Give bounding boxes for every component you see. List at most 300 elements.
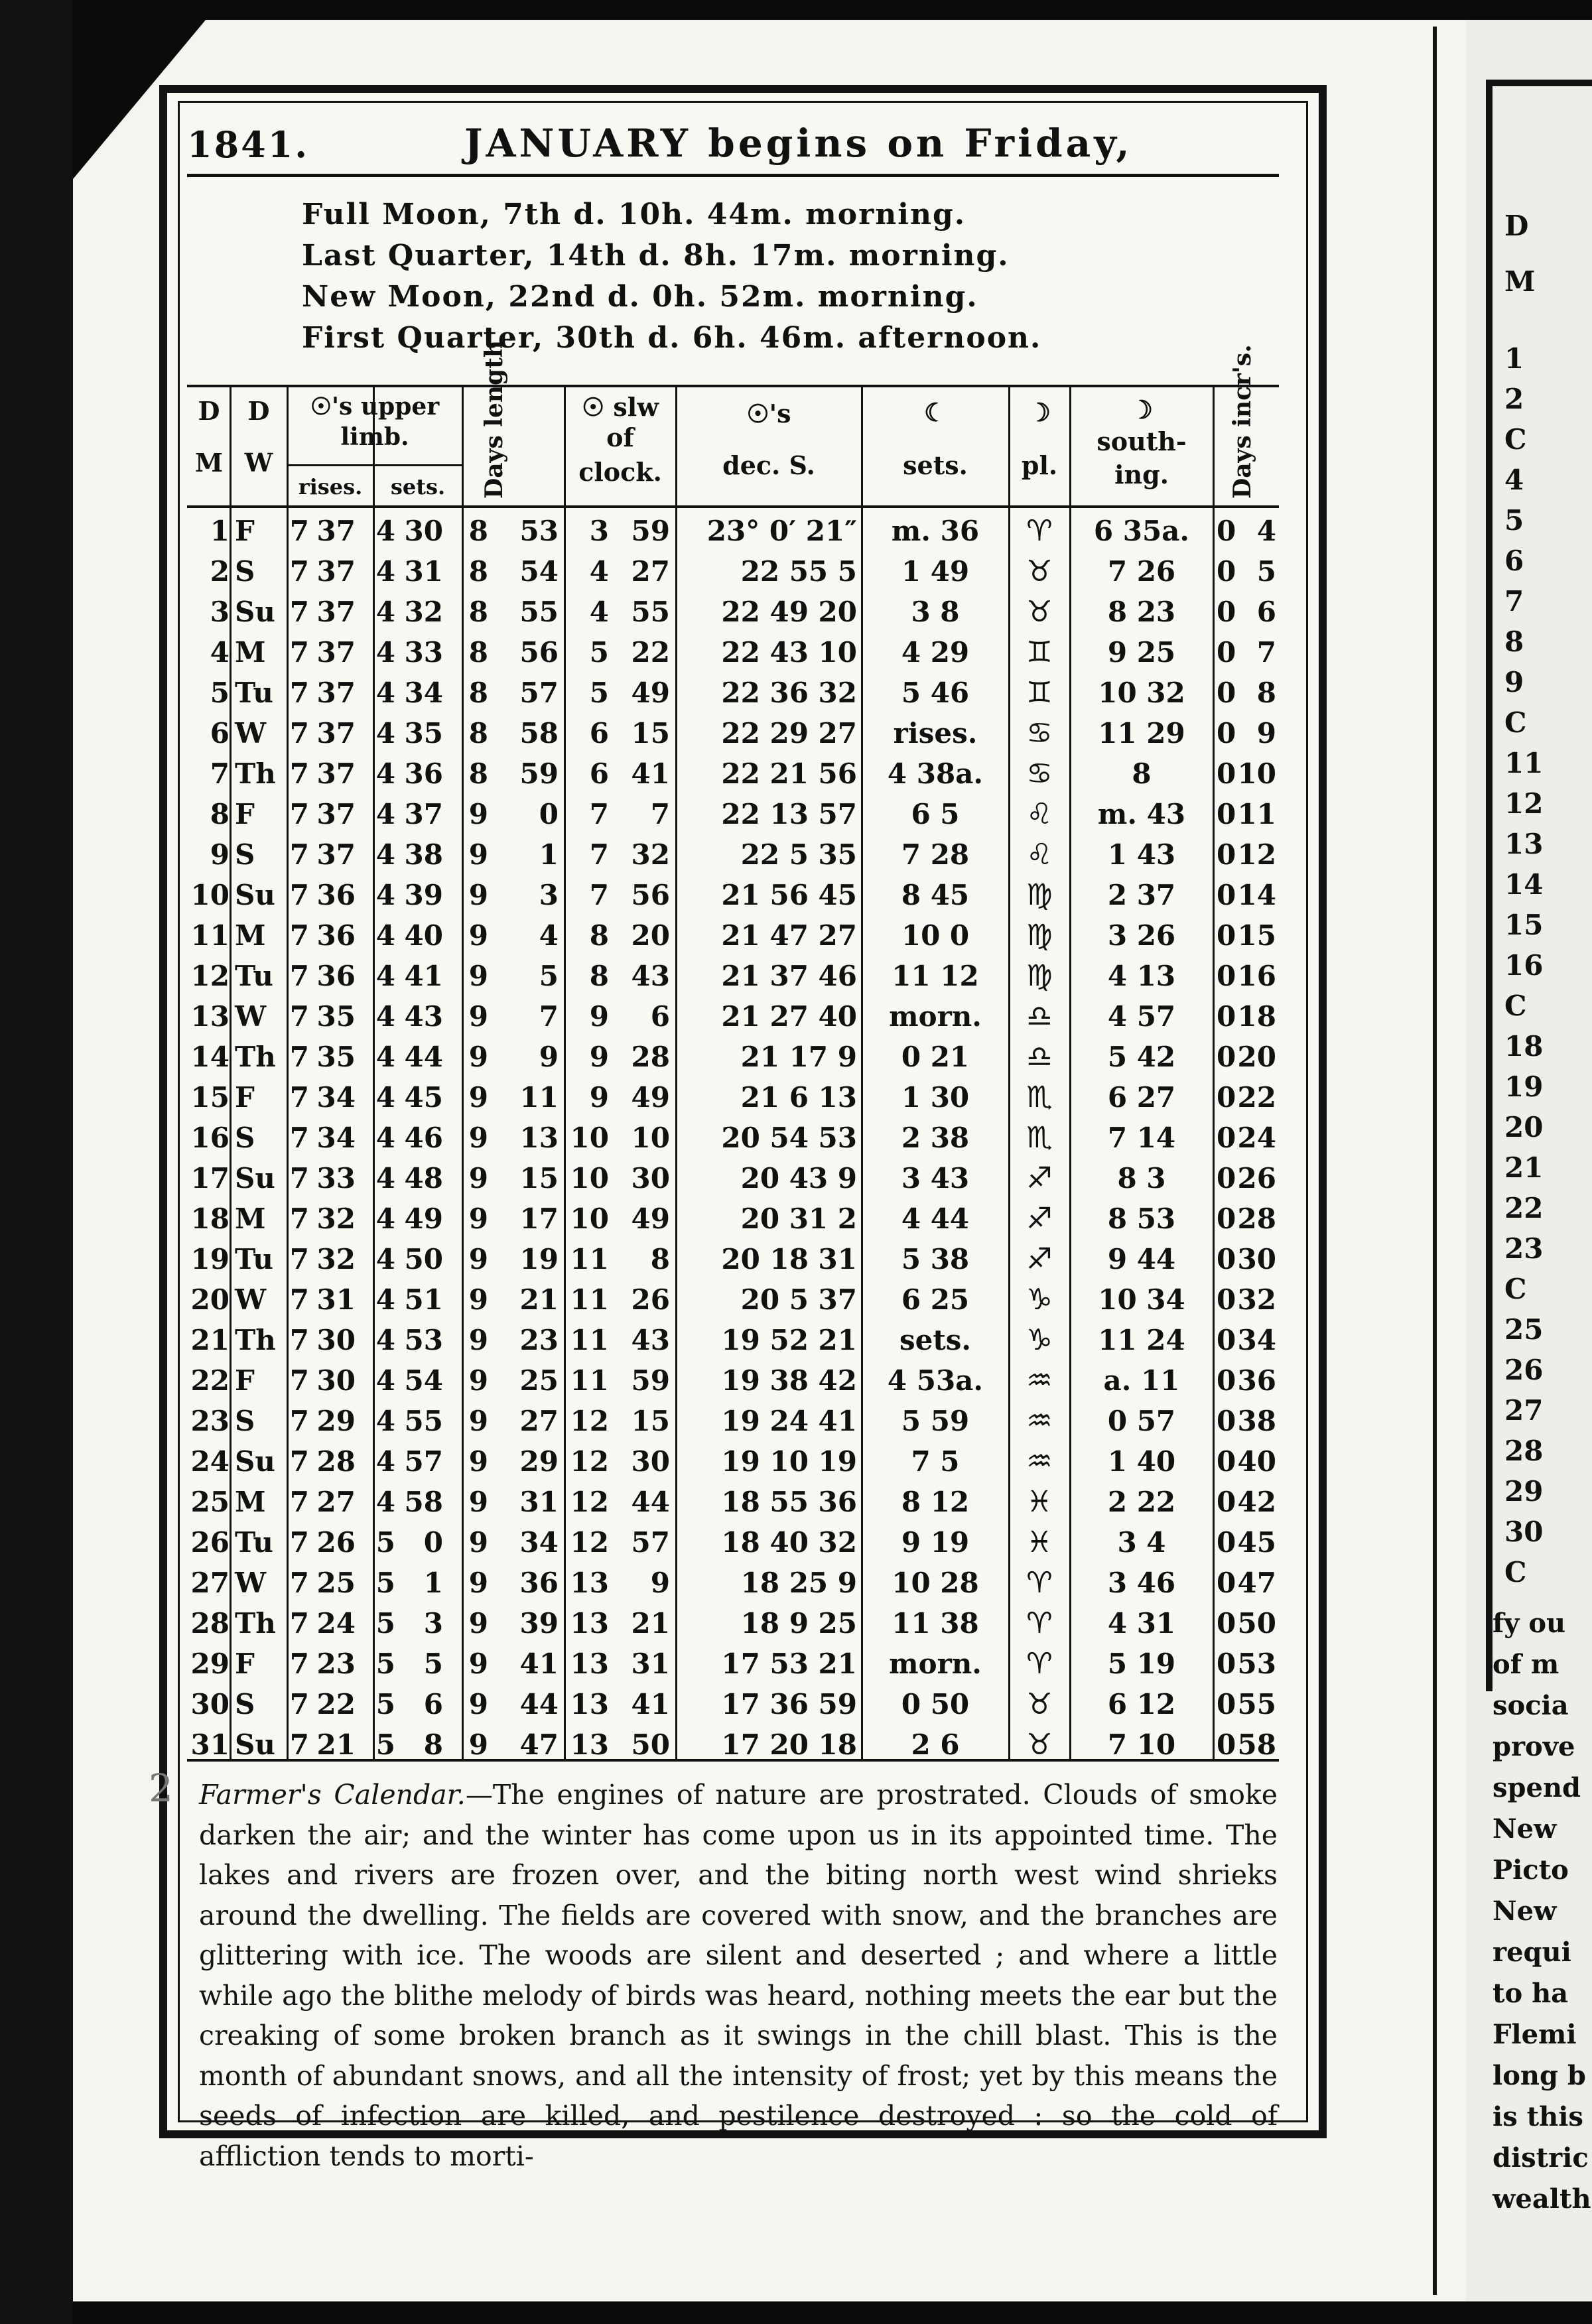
cell-ih: 0: [1217, 1122, 1236, 1154]
cell-lh: 8: [468, 757, 488, 790]
cell-rm: 36: [316, 919, 356, 952]
facing-day-number: 28: [1504, 1435, 1544, 1467]
col-rises: rises.: [298, 474, 363, 499]
cell-lm: 1: [539, 838, 559, 871]
cell-dm: 10: [190, 879, 230, 911]
cell-sm: 38: [404, 838, 443, 871]
cell-rm: 23: [316, 1647, 356, 1680]
cell-sm: 32: [404, 596, 443, 628]
limb-subrule: [288, 464, 462, 466]
cell-sm: 34: [404, 677, 443, 709]
cell-south: 2 37: [1107, 879, 1176, 911]
cell-sm: 40: [404, 919, 443, 952]
cell-lm: 19: [519, 1243, 559, 1275]
cell-slw2: 8: [650, 1243, 670, 1275]
cell-slw2: 20: [631, 919, 670, 952]
table-row: [0, 996, 1592, 1037]
cell-dm: 29: [190, 1647, 230, 1680]
cell-dec: 22 13 57: [721, 798, 857, 830]
farmers-calendar: [199, 1775, 1278, 2176]
facing-day-number: 27: [1504, 1394, 1544, 1427]
cell-lh: 9: [468, 1607, 488, 1640]
cell-rh: 7: [289, 717, 309, 749]
cell-dm: 19: [190, 1243, 230, 1275]
facing-day-number: 2: [1504, 383, 1524, 415]
col-slow-clock-2: of: [606, 422, 634, 452]
cell-lm: 15: [519, 1162, 559, 1194]
col-days-incr: Days incr's.: [1228, 344, 1256, 499]
facing-day-number: 25: [1504, 1313, 1544, 1346]
cell-sh: 4: [375, 717, 395, 749]
cell-slw1: 3: [589, 515, 609, 547]
facing-day-number: 11: [1504, 747, 1544, 779]
cell-lm: 54: [519, 555, 559, 588]
facing-text-line: is this: [1492, 2101, 1583, 2132]
table-row: [0, 1158, 1592, 1198]
cell-rh: 7: [289, 798, 309, 830]
cell-sh: 4: [375, 596, 395, 628]
cell-msets: 7 28: [901, 838, 970, 871]
cell-dm: 5: [210, 677, 230, 709]
cell-slw1: 5: [589, 677, 609, 709]
table-row: [0, 713, 1592, 753]
table-row: [0, 794, 1592, 834]
table-row: [0, 1118, 1592, 1158]
cell-rh: 7: [289, 1567, 309, 1599]
cell-rm: 37: [316, 677, 356, 709]
facing-day-number: 21: [1504, 1151, 1544, 1184]
cell-slw2: 21: [631, 1607, 670, 1640]
cell-slw2: 41: [631, 757, 670, 790]
cell-sm: 49: [404, 1202, 443, 1235]
table-row: [0, 1644, 1592, 1684]
table-row: [0, 1482, 1592, 1522]
farmers-calendar-text: —The engines of nature are prostrated. Clouds of smoke darken the air; and the winter has come upon us in its appointed time. The lakes and rivers are frozen over, and the biting north west wind shrieks around the dwelling. The fields are covered with snow, and the branches are glittering with ice. The woods are silent and deserted ; and where a little while ago the blithe melody of birds was heard, nothing meets the ear but the creaking of some broken branch as it swings in the chill blast. This is the month of abundant snows, and all the intensity of frost; yet by this means the seeds of infection are killed, and pestilence destroyed : so the cold of affliction tends to morti-: [199, 1779, 1278, 2172]
cell-sh: 4: [375, 1405, 395, 1437]
cell-slw1: 5: [589, 636, 609, 669]
cell-pl: ♈: [1026, 1647, 1053, 1681]
cell-dec: 21 47 27: [721, 919, 857, 952]
table-row: [0, 1684, 1592, 1724]
cell-lh: 9: [468, 919, 488, 952]
cell-south: 10 34: [1098, 1283, 1185, 1316]
cell-pl: ♊: [1026, 635, 1053, 669]
cell-dec: 17 20 18: [721, 1728, 857, 1761]
cell-ih: 0: [1217, 1000, 1236, 1033]
cell-rm: 37: [316, 555, 356, 588]
cell-dw: S: [235, 1122, 255, 1154]
cell-lm: 58: [519, 717, 559, 749]
moon-phase-last-quarter: Last Quarter, 14th d. 8h. 17m. morning.: [302, 239, 1010, 273]
table-row: [0, 1724, 1592, 1765]
cell-rh: 7: [289, 1364, 309, 1397]
cell-dec: 22 55 5: [740, 555, 857, 588]
cell-south: 0 57: [1107, 1405, 1176, 1437]
cell-rm: 37: [316, 838, 356, 871]
cell-lh: 8: [468, 717, 488, 749]
cell-slw2: 30: [631, 1445, 670, 1478]
cell-msets: 8 12: [901, 1486, 970, 1518]
table-row: [0, 1077, 1592, 1118]
cell-sh: 4: [375, 1202, 395, 1235]
cell-ih: 0: [1217, 1243, 1236, 1275]
cell-slw1: 13: [570, 1647, 609, 1680]
cell-dm: 3: [210, 596, 230, 628]
cell-sh: 4: [375, 1486, 395, 1518]
cell-south: 10 32: [1098, 677, 1185, 709]
cell-dm: 31: [190, 1728, 230, 1761]
cell-rh: 7: [289, 1081, 309, 1114]
cell-pl: ♍: [1026, 919, 1053, 952]
cell-sh: 5: [375, 1647, 395, 1680]
cell-im: 50: [1237, 1607, 1276, 1640]
cell-dm: 28: [190, 1607, 230, 1640]
col-moon-pl: pl.: [1021, 450, 1058, 480]
cell-slw1: 6: [589, 757, 609, 790]
cell-lm: 4: [539, 919, 559, 952]
table-row: [0, 1401, 1592, 1441]
cell-msets: 6 25: [901, 1283, 970, 1316]
cell-sh: 5: [375, 1728, 395, 1761]
cell-pl: ♍: [1026, 959, 1053, 993]
cell-dw: W: [235, 1567, 267, 1599]
cell-dm: 18: [190, 1202, 230, 1235]
cell-im: 4: [1256, 515, 1276, 547]
cell-msets: 0 21: [901, 1041, 970, 1073]
cell-pl: ♉: [1026, 1687, 1053, 1721]
cell-msets: 4 29: [901, 636, 970, 669]
cell-sm: 36: [404, 757, 443, 790]
cell-ih: 0: [1217, 1162, 1236, 1194]
cell-slw2: 49: [631, 677, 670, 709]
cell-sm: 50: [404, 1243, 443, 1275]
cell-dw: S: [235, 1405, 255, 1437]
cell-rm: 27: [316, 1486, 356, 1518]
cell-msets: 5 59: [901, 1405, 970, 1437]
cell-sh: 4: [375, 1364, 395, 1397]
cell-slw1: 12: [570, 1405, 609, 1437]
table-row: [0, 1522, 1592, 1563]
cell-sm: 39: [404, 879, 443, 911]
cell-dm: 23: [190, 1405, 230, 1437]
cell-dec: 17 53 21: [721, 1647, 857, 1680]
cell-ih: 0: [1217, 1647, 1236, 1680]
cell-rm: 31: [316, 1283, 356, 1316]
cell-slw2: 26: [631, 1283, 670, 1316]
cell-slw2: 32: [631, 838, 670, 871]
col-slow-clock-3: clock.: [578, 457, 662, 487]
cell-sm: 46: [404, 1122, 443, 1154]
table-row: [0, 1441, 1592, 1482]
cell-ih: 0: [1217, 1324, 1236, 1356]
cell-ih: 0: [1217, 1202, 1236, 1235]
cell-rm: 32: [316, 1243, 356, 1275]
facing-day-number: 29: [1504, 1475, 1544, 1508]
cell-dm: 27: [190, 1567, 230, 1599]
cell-im: 20: [1237, 1041, 1276, 1073]
cell-slw2: 49: [631, 1202, 670, 1235]
cell-sm: 35: [404, 717, 443, 749]
cell-slw1: 13: [570, 1567, 609, 1599]
moon-phase-new: New Moon, 22nd d. 0h. 52m. morning.: [302, 280, 978, 314]
facing-day-number: 15: [1504, 909, 1544, 941]
cell-lm: 44: [519, 1688, 559, 1720]
cell-lh: 8: [468, 636, 488, 669]
cell-dm: 15: [190, 1081, 230, 1114]
cell-slw1: 9: [589, 1041, 609, 1073]
facing-day-number: 9: [1504, 666, 1524, 698]
cell-im: 5: [1256, 555, 1276, 588]
cell-rm: 32: [316, 1202, 356, 1235]
cell-rm: 37: [316, 798, 356, 830]
cell-slw2: 7: [650, 798, 670, 830]
cell-msets: 5 38: [901, 1243, 970, 1275]
cell-im: 12: [1237, 838, 1276, 871]
cell-rm: 30: [316, 1364, 356, 1397]
cell-dec: 18 55 36: [721, 1486, 857, 1518]
cell-dec: 21 37 46: [721, 960, 857, 992]
cell-dw: S: [235, 555, 255, 588]
cell-dw: Tu: [235, 960, 273, 992]
table-row: [0, 673, 1592, 713]
cell-lm: 13: [519, 1122, 559, 1154]
cell-msets: sets.: [899, 1324, 972, 1356]
cell-sm: 0: [423, 1526, 443, 1559]
cell-south: 7 26: [1107, 555, 1176, 588]
cell-south: 8 23: [1107, 596, 1176, 628]
cell-im: 10: [1237, 757, 1276, 790]
cell-rm: 37: [316, 717, 356, 749]
cell-lm: 21: [519, 1283, 559, 1316]
table-top-rule: [187, 385, 1279, 387]
cell-sh: 4: [375, 636, 395, 669]
cell-sm: 41: [404, 960, 443, 992]
facing-day-number: 1: [1504, 342, 1524, 375]
cell-lh: 8: [468, 515, 488, 547]
cell-slw2: 49: [631, 1081, 670, 1114]
table-row: [0, 1603, 1592, 1644]
cell-lm: 23: [519, 1324, 559, 1356]
cell-dw: Tu: [235, 677, 273, 709]
cell-msets: 2 6: [911, 1728, 960, 1761]
cell-msets: 1 30: [901, 1081, 970, 1114]
cell-dec: 22 29 27: [721, 717, 857, 749]
cell-ih: 0: [1217, 1081, 1236, 1114]
facing-day-number: C: [1504, 706, 1527, 739]
cell-south: 4 13: [1107, 960, 1176, 992]
cell-pl: ♌: [1026, 797, 1053, 831]
cell-rm: 22: [316, 1688, 356, 1720]
facing-day-number: C: [1504, 1273, 1527, 1305]
cell-pl: ♑: [1026, 1283, 1053, 1317]
cell-msets: morn.: [889, 1000, 982, 1033]
cell-lh: 9: [468, 1324, 488, 1356]
facing-day-number: 8: [1504, 625, 1524, 658]
cell-msets: 10 0: [901, 919, 970, 952]
cell-sm: 31: [404, 555, 443, 588]
col-moon-pl-symbol: ☽: [1028, 397, 1051, 427]
facing-header-d: D: [1504, 210, 1529, 242]
cell-dw: Su: [235, 596, 275, 628]
cell-pl: ♉: [1026, 554, 1053, 588]
table-row: [0, 956, 1592, 996]
cell-lm: 31: [519, 1486, 559, 1518]
cell-sh: 4: [375, 1041, 395, 1073]
cell-south: 6 27: [1107, 1081, 1176, 1114]
cell-rm: 30: [316, 1324, 356, 1356]
cell-pl: ♒: [1026, 1445, 1053, 1478]
cell-dw: Th: [235, 1607, 276, 1640]
cell-rh: 7: [289, 1243, 309, 1275]
cell-sh: 4: [375, 677, 395, 709]
cell-ih: 0: [1217, 1445, 1236, 1478]
cell-ih: 0: [1217, 596, 1236, 628]
cell-pl: ♌: [1026, 838, 1053, 871]
col-moon-south-2: ing.: [1114, 460, 1169, 489]
cell-sm: 44: [404, 1041, 443, 1073]
cell-rh: 7: [289, 879, 309, 911]
cell-dm: 13: [190, 1000, 230, 1033]
cell-slw1: 8: [589, 919, 609, 952]
cell-sm: 57: [404, 1445, 443, 1478]
cell-south: 8: [1132, 757, 1152, 790]
cell-slw1: 6: [589, 717, 609, 749]
cell-rm: 26: [316, 1526, 356, 1559]
cell-msets: 8 45: [901, 879, 970, 911]
cell-im: 11: [1237, 798, 1276, 830]
cell-msets: 0 50: [901, 1688, 970, 1720]
cell-rh: 7: [289, 1283, 309, 1316]
cell-rh: 7: [289, 1162, 309, 1194]
cell-dec: 22 49 20: [721, 596, 857, 628]
cell-dm: 21: [190, 1324, 230, 1356]
cell-pl: ♓: [1026, 1525, 1053, 1559]
cell-dw: W: [235, 1000, 267, 1033]
cell-dw: Su: [235, 1162, 275, 1194]
cell-south: 3 46: [1107, 1567, 1176, 1599]
cell-msets: 11 12: [892, 960, 979, 992]
cell-pl: ♐: [1026, 1202, 1053, 1236]
cell-rm: 37: [316, 636, 356, 669]
facing-day-number: 7: [1504, 585, 1524, 617]
cell-south: 3 26: [1107, 919, 1176, 952]
cell-dw: F: [235, 1081, 255, 1114]
facing-day-number: C: [1504, 423, 1527, 456]
cell-sm: 3: [423, 1607, 443, 1640]
cell-dec: 19 10 19: [721, 1445, 857, 1478]
cell-dec: 21 56 45: [721, 879, 857, 911]
cell-slw1: 10: [570, 1202, 609, 1235]
cell-ih: 0: [1217, 879, 1236, 911]
cell-ih: 0: [1217, 1283, 1236, 1316]
cell-msets: 4 44: [901, 1202, 970, 1235]
cell-south: 5 42: [1107, 1041, 1176, 1073]
cell-im: 32: [1237, 1283, 1276, 1316]
cell-sh: 4: [375, 1122, 395, 1154]
table-row: [0, 1360, 1592, 1401]
cell-lh: 9: [468, 1243, 488, 1275]
facing-day-number: 23: [1504, 1232, 1544, 1265]
cell-rh: 7: [289, 1000, 309, 1033]
cell-ih: 0: [1217, 798, 1236, 830]
cell-slw2: 6: [650, 1000, 670, 1033]
cell-dec: 22 43 10: [721, 636, 857, 669]
cell-slw2: 15: [631, 717, 670, 749]
cell-dw: M: [235, 919, 266, 952]
moon-phase-full: Full Moon, 7th d. 10h. 44m. morning.: [302, 198, 966, 231]
cell-dec: 18 40 32: [721, 1526, 857, 1559]
cell-slw1: 7: [589, 838, 609, 871]
cell-lm: 57: [519, 677, 559, 709]
cell-ih: 0: [1217, 555, 1236, 588]
cell-sh: 4: [375, 1081, 395, 1114]
table-row: [0, 1037, 1592, 1077]
cell-rh: 7: [289, 515, 309, 547]
cell-pl: ♐: [1026, 1161, 1053, 1195]
cell-dw: Th: [235, 757, 276, 790]
cell-lm: 36: [519, 1567, 559, 1599]
cell-im: 45: [1237, 1526, 1276, 1559]
cell-lh: 9: [468, 1162, 488, 1194]
cell-rh: 7: [289, 555, 309, 588]
col-dw-top: D: [247, 396, 270, 426]
cell-ih: 0: [1217, 1486, 1236, 1518]
cell-dw: F: [235, 515, 255, 547]
cell-pl: ♒: [1026, 1404, 1053, 1438]
cell-rm: 34: [316, 1081, 356, 1114]
col-sets: sets.: [390, 474, 446, 499]
cell-dw: S: [235, 838, 255, 871]
cell-sm: 1: [423, 1567, 443, 1599]
cell-rm: 37: [316, 515, 356, 547]
cell-sh: 4: [375, 1243, 395, 1275]
table-row: [0, 1239, 1592, 1279]
cell-slw2: 44: [631, 1486, 670, 1518]
cell-slw1: 13: [570, 1728, 609, 1761]
cell-msets: 7 5: [911, 1445, 960, 1478]
cell-dec: 19 24 41: [721, 1405, 857, 1437]
cell-rm: 21: [316, 1728, 356, 1761]
cell-slw2: 43: [631, 1324, 670, 1356]
cell-rh: 7: [289, 1728, 309, 1761]
cell-lh: 9: [468, 1364, 488, 1397]
cell-lh: 8: [468, 596, 488, 628]
cell-pl: ♏: [1026, 1121, 1053, 1155]
cell-ih: 0: [1217, 677, 1236, 709]
cell-sh: 5: [375, 1567, 395, 1599]
cell-dw: Su: [235, 1445, 275, 1478]
cell-sm: 37: [404, 798, 443, 830]
cell-sh: 4: [375, 919, 395, 952]
cell-lm: 34: [519, 1526, 559, 1559]
facing-text-line: spend: [1492, 1772, 1581, 1803]
facing-text-line: to ha: [1492, 1978, 1569, 2009]
cell-rm: 28: [316, 1445, 356, 1478]
cell-im: 30: [1237, 1243, 1276, 1275]
cell-lm: 55: [519, 596, 559, 628]
cell-rh: 7: [289, 596, 309, 628]
cell-lm: 47: [519, 1728, 559, 1761]
cell-rh: 7: [289, 960, 309, 992]
cell-dec: 20 54 53: [721, 1122, 857, 1154]
cell-im: 6: [1256, 596, 1276, 628]
cell-sh: 4: [375, 879, 395, 911]
facing-day-number: 19: [1504, 1070, 1544, 1103]
cell-pl: ♉: [1026, 1728, 1053, 1762]
cell-south: 7 10: [1107, 1728, 1176, 1761]
cell-lm: 59: [519, 757, 559, 790]
cell-ih: 0: [1217, 1607, 1236, 1640]
